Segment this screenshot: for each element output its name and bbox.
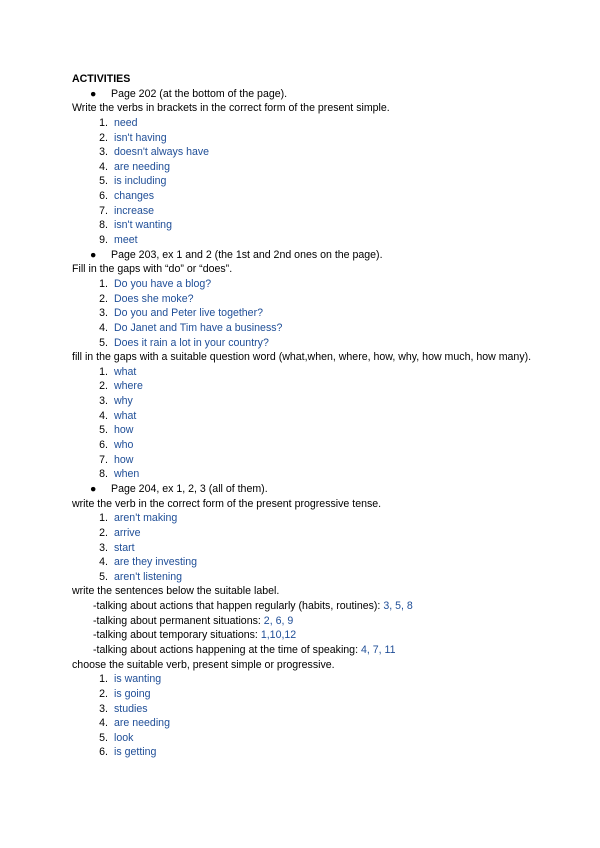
answer-item: 6. who (99, 439, 134, 452)
section-bullet: ● Page 204, ex 1, 2, 3 (all of them). (90, 482, 268, 495)
answer-item: 1. what (99, 365, 137, 378)
label-line: -talking about actions happening at the time of speaking: 4, 7, 11 (93, 644, 396, 656)
answer-item: 4. are needing (99, 160, 170, 173)
answer-item: 7. how (99, 453, 134, 466)
answer-item: 2. is going (99, 687, 151, 700)
answer-item: 3. why (99, 395, 133, 408)
answer-item: 5. is including (99, 175, 167, 188)
answer-item: 4. what (99, 409, 137, 422)
answer-item: 3. studies (99, 702, 148, 715)
answer-item: 4. Do Janet and Tim have a business? (99, 321, 283, 334)
answer-item: 3. doesn't always have (99, 146, 210, 159)
answer-item: 2. where (99, 380, 143, 393)
answer-item: 3. start (99, 541, 135, 554)
answer-item: 5. how (99, 424, 134, 437)
document (72, 72, 534, 760)
answer-item: 6. is getting (99, 746, 157, 759)
answer-item: 2. isn't having (99, 131, 167, 144)
bullet-icon: ● (90, 248, 97, 261)
instruction: write the verb in the correct form of the present progressive tense. (72, 497, 382, 510)
answer-item: 2. Does she moke? (99, 292, 194, 305)
answer-item: 4. are they investing (99, 556, 198, 569)
answer-item: 1. need (99, 116, 138, 129)
answer-item: 7. increase (99, 204, 155, 217)
answer-item: 5. Does it rain a lot in your country? (99, 336, 269, 349)
section-bullet: ● Page 202 (at the bottom of the page). (90, 87, 288, 100)
label-line: -talking about temporary situations: 1,10,12 (93, 629, 297, 642)
answer-item: 9. meet (99, 234, 138, 247)
answer-item: 4. are needing (99, 717, 170, 730)
answer-item: 6. changes (99, 190, 155, 203)
instruction: fill in the gaps with a suitable question word (what,when, where, how, why, how much, how many). (72, 351, 532, 364)
label-line: -talking about actions that happen regularly (habits, routines): 3, 5, 8 (93, 600, 413, 613)
instruction: write the sentences below the suitable label. (72, 585, 280, 598)
answer-item: 1. is wanting (99, 673, 162, 686)
answer-item: 3. Do you and Peter live together? (99, 307, 263, 320)
bullet-icon: ● (90, 87, 97, 100)
page-heading: ACTIVITIES (72, 73, 131, 85)
answer-item: 1. Do you have a blog? (99, 277, 212, 290)
instruction: choose the suitable verb, present simple or progressive. (72, 658, 335, 671)
instruction: Write the verbs in brackets in the correct form of the present simple. (72, 102, 390, 115)
label-line: -talking about permanent situations: 2, 6, 9 (93, 614, 294, 627)
answer-item: 5. look (99, 731, 134, 744)
section-bullet: ● Page 203, ex 1 and 2 (the 1st and 2nd ones on the page). (90, 248, 383, 261)
instruction: Fill in the gaps with “do” or “does”. (72, 263, 233, 276)
answer-item: 8. when (99, 468, 140, 481)
bullet-icon: ● (90, 482, 97, 495)
answer-item: 2. arrive (99, 526, 141, 539)
answer-item: 5. aren't listening (99, 570, 182, 583)
answer-item: 1. aren't making (99, 512, 178, 525)
answer-item: 8. isn't wanting (99, 219, 172, 232)
